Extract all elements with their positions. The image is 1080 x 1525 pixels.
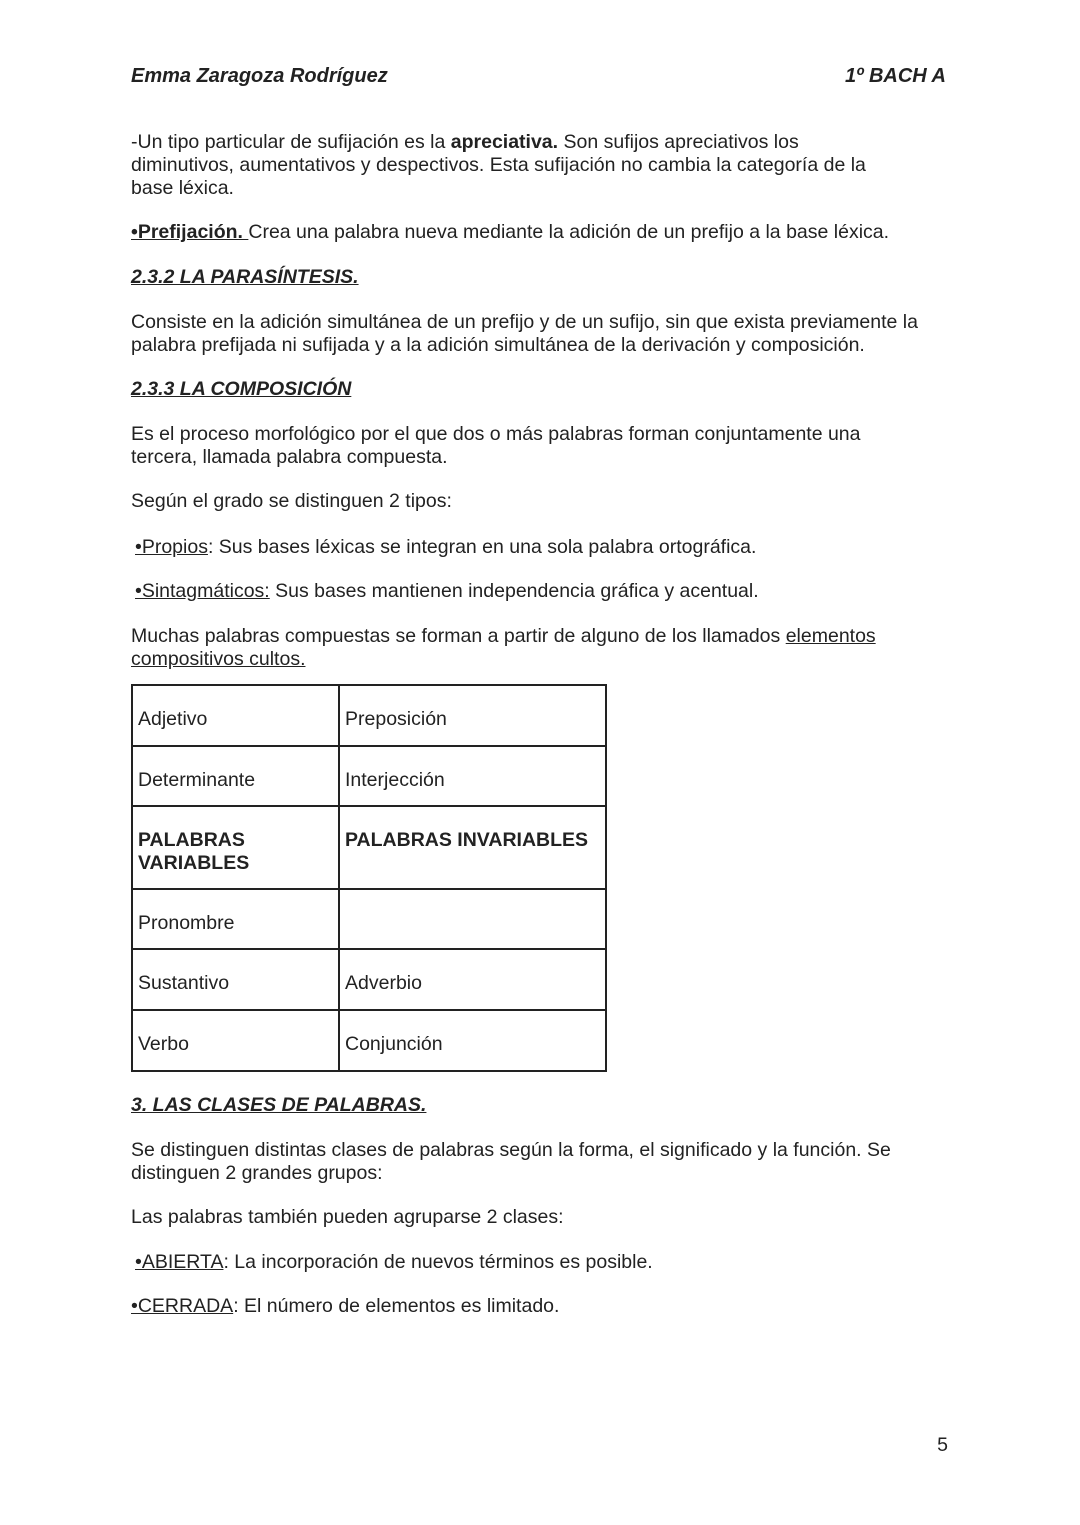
text: : La incorporación de nuevos términos es posible. bbox=[223, 1251, 653, 1273]
text: Crea una palabra nueva mediante la adición de un prefijo a la base léxica. bbox=[248, 221, 890, 243]
heading-composicion: 2.3.3 LA COMPOSICIÓN bbox=[131, 378, 352, 400]
paragraph-apreciativa bbox=[131, 131, 901, 200]
paragraph-tipos: Según el grado se distinguen 2 tipos: bbox=[131, 490, 452, 512]
page-number: 5 bbox=[937, 1434, 948, 1456]
table-cell: Pronombre bbox=[132, 889, 339, 949]
underlined-term: elementos compositivos cultos. bbox=[131, 625, 876, 670]
term: •ABIERTA bbox=[135, 1251, 224, 1273]
text: Muchas palabras compuestas se forman a partir de alguno de los llamados bbox=[131, 625, 786, 647]
table-cell: Determinante bbox=[132, 746, 339, 806]
paragraph-prefijacion bbox=[131, 221, 946, 244]
text: : Sus bases léxicas se integran en una sola palabra ortográfica. bbox=[207, 536, 757, 558]
table-cell: Adverbio bbox=[339, 949, 606, 1010]
table-cell: Verbo bbox=[132, 1010, 339, 1071]
heading-parasintesis: 2.3.2 LA PARASÍNTESIS. bbox=[131, 266, 359, 288]
term: •Propios bbox=[135, 536, 208, 558]
paragraph-agruparse: Las palabras también pueden agruparse 2 clases: bbox=[131, 1206, 564, 1228]
bullet-abierta bbox=[135, 1251, 950, 1274]
text: : El número de elementos es limitado. bbox=[233, 1295, 560, 1317]
word-classes-table bbox=[131, 684, 607, 1072]
text: Son sufijos apreciativos los diminutivos, aumentativos y despectivos. Esta sufijación no cambia la categoría de la base léxica. bbox=[131, 131, 866, 199]
bullet-sintagmaticos bbox=[135, 580, 950, 603]
paragraph-elementos bbox=[131, 625, 901, 671]
table-cell: PALABRAS INVARIABLES bbox=[339, 806, 606, 889]
bullet-propios bbox=[135, 536, 950, 559]
paragraph-clases: Se distinguen distintas clases de palabras según la forma, el significado y la función. Se distinguen 2 grandes grupos: bbox=[131, 1139, 891, 1184]
term: •Sintagmáticos: bbox=[135, 580, 270, 602]
term: •CERRADA bbox=[131, 1295, 234, 1317]
table-cell: Interjección bbox=[339, 746, 606, 806]
paragraph-parasintesis: Consiste en la adición simultánea de un prefijo y de un sufijo, sin que exista previamente la palabra prefijada ni sufijada y a la adición simultánea de la derivación y composición. bbox=[131, 311, 918, 356]
heading-clases-palabras: 3. LAS CLASES DE PALABRAS. bbox=[131, 1094, 427, 1116]
table-cell: Sustantivo bbox=[132, 949, 339, 1010]
table-cell: Conjunción bbox=[339, 1010, 606, 1071]
table-cell: Adjetivo bbox=[132, 685, 339, 746]
header-author: Emma Zaragoza Rodríguez bbox=[131, 65, 388, 87]
table-cell bbox=[339, 889, 606, 949]
bold-term: •Prefijación. bbox=[131, 221, 249, 243]
header-course: 1º BACH A bbox=[844, 65, 946, 87]
bullet-cerrada bbox=[131, 1295, 946, 1318]
table-cell: Preposición bbox=[339, 685, 606, 746]
bold-term: apreciativa. bbox=[450, 131, 559, 153]
paragraph-composicion: Es el proceso morfológico por el que dos o más palabras forman conjuntamente una tercera, llamada palabra compuesta. bbox=[131, 423, 861, 468]
table-cell: PALABRAS VARIABLES bbox=[132, 806, 339, 889]
text: -Un tipo particular de sufijación es la bbox=[131, 131, 451, 153]
text: Sus bases mantienen independencia gráfica y acentual. bbox=[269, 580, 759, 602]
